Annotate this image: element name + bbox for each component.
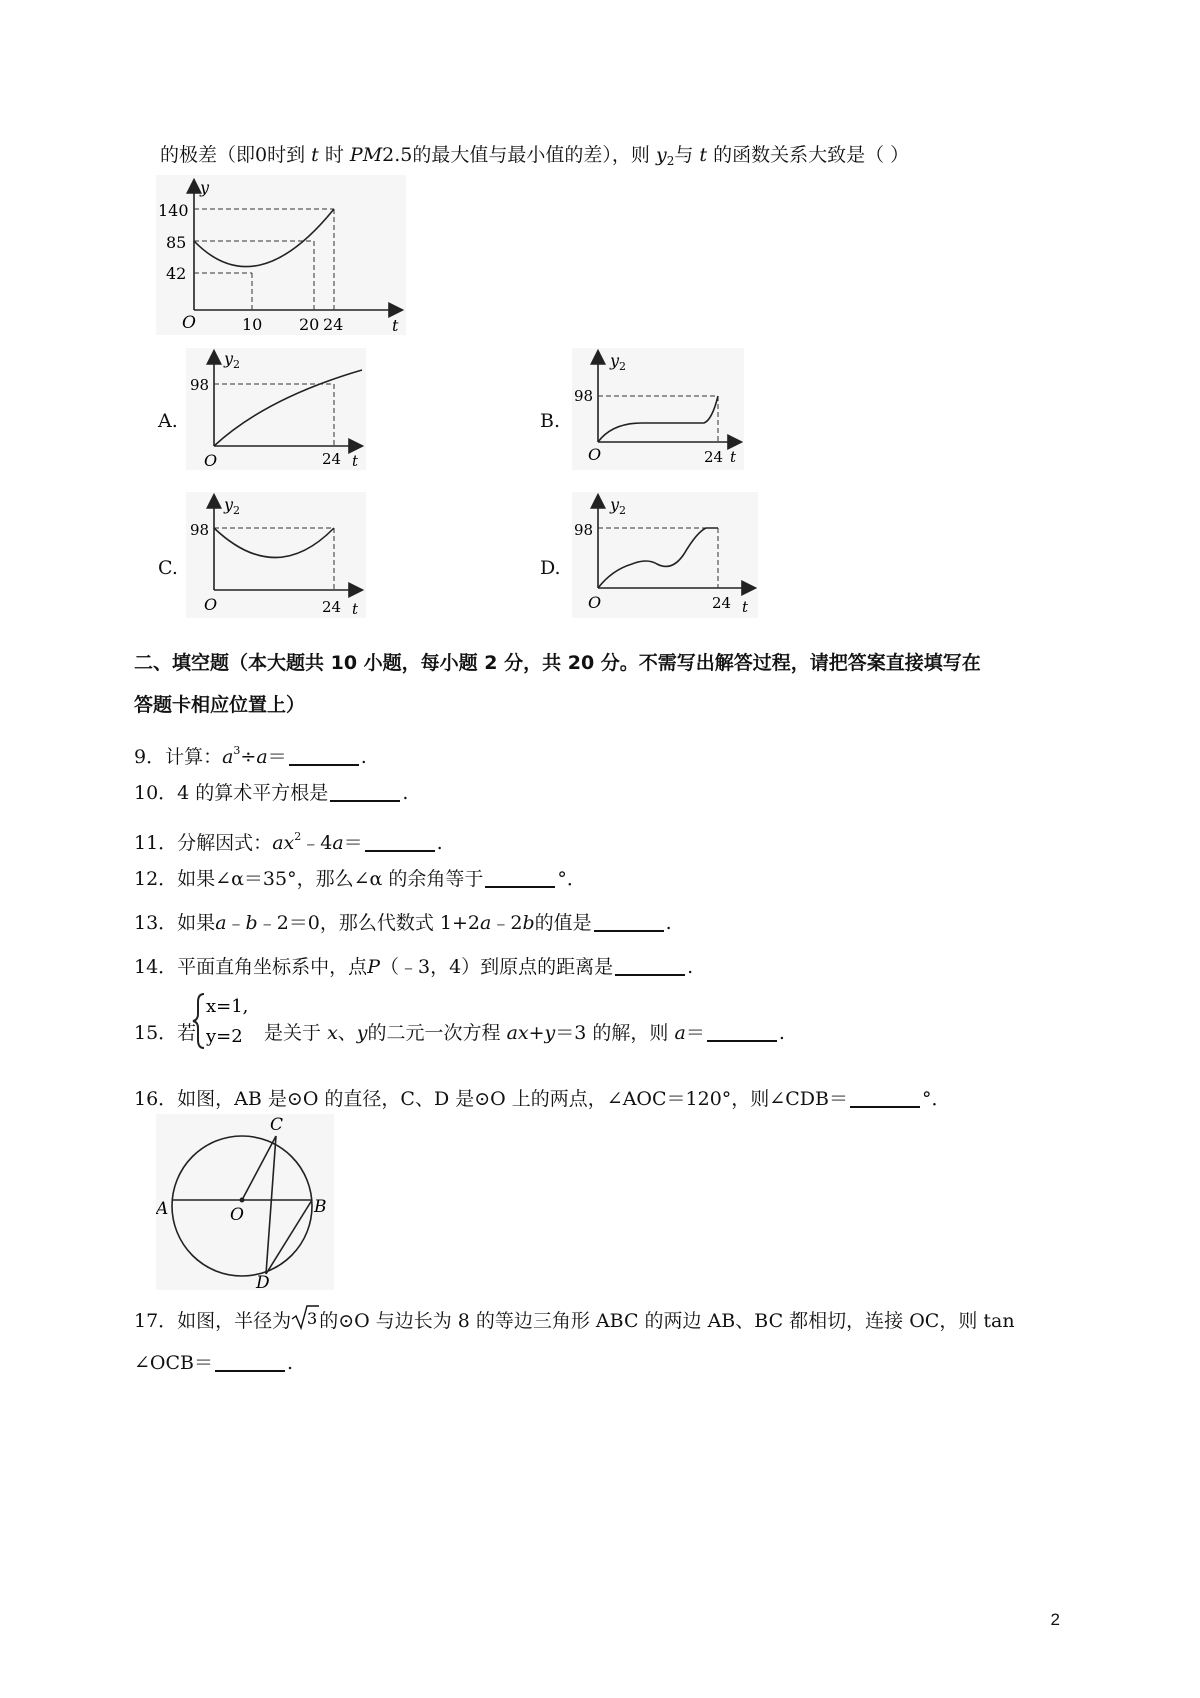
option-curve	[214, 528, 334, 558]
q8-text: 2.5	[382, 144, 413, 166]
y-axis-label: y	[224, 349, 234, 368]
origin-label: O	[588, 593, 602, 612]
origin-label: O	[588, 445, 602, 464]
q15-var: x	[327, 1022, 338, 1044]
option-c-graph	[186, 492, 366, 618]
page-number: 2	[1050, 1610, 1060, 1629]
segment-cd	[266, 1136, 276, 1274]
option-curve	[214, 370, 362, 446]
q14-text: （﹣3，4）到原点的距离是	[379, 956, 614, 978]
option-a-svg	[186, 348, 366, 470]
q8-text: 的函数关系大致是（ ）	[713, 144, 910, 166]
q8-text: 的极差（即	[160, 144, 256, 166]
x-axis-label: t	[730, 448, 737, 466]
q8-tail-line	[160, 142, 909, 174]
q13-var: a	[215, 912, 227, 934]
point-b-label: B	[314, 1197, 327, 1217]
option-curve	[598, 396, 718, 442]
circle-figure-svg	[156, 1114, 334, 1290]
point-o-label: O	[230, 1205, 244, 1225]
option-d-label: D.	[540, 557, 561, 579]
q9-var: a	[256, 746, 268, 768]
y-tick-label: 98	[190, 376, 210, 394]
x-tick-label: 24	[322, 450, 342, 468]
q13-var: b	[522, 912, 535, 934]
pm25-curve	[194, 209, 334, 267]
y-axis-sub: 2	[233, 504, 240, 517]
q13-text: ﹣2	[491, 912, 523, 934]
y-axis-label: y	[610, 351, 620, 370]
q12-text: 12．如果∠α＝35°，那么∠α 的余角等于	[134, 868, 484, 890]
q11-exp: 2	[294, 830, 302, 843]
section2-heading-line2: 答题卡相应位置上）	[134, 694, 306, 716]
q16-text: 16．如图，AB 是⊙O 的直径，C、D 是⊙O 上的两点，∠AOC＝120°，则∠CDB＝	[134, 1088, 848, 1110]
option-d-svg	[572, 492, 758, 618]
option-d-graph	[572, 492, 758, 618]
y-axis-label: y	[200, 178, 210, 197]
q14-var: P	[367, 956, 380, 978]
q8-var-y2: y	[655, 144, 667, 166]
q11-var: ax	[272, 832, 295, 854]
q9-text: 9．计算：	[134, 746, 223, 768]
option-c-label: C.	[158, 557, 178, 579]
origin-label: O	[182, 313, 196, 333]
q15-equation-system	[190, 990, 256, 1052]
q8-text: 时	[324, 144, 344, 166]
q8-var-t: t	[699, 144, 708, 166]
q15-text: 是关于	[264, 1022, 322, 1044]
sqrt-expression	[291, 1304, 319, 1331]
q11-var: a	[332, 832, 344, 854]
point-c-label: C	[270, 1115, 284, 1135]
y-axis-sub: 2	[233, 358, 240, 371]
q11-text: .	[436, 832, 443, 854]
y-axis-label: y	[610, 495, 620, 514]
option-c-svg	[186, 492, 366, 618]
q8-var-y2-sub: 2	[666, 154, 675, 168]
x-axis-label: t	[742, 598, 749, 616]
y-tick-label: 140	[158, 201, 189, 220]
x-tick-label: 24	[323, 315, 344, 334]
question-9	[134, 738, 367, 770]
question-12	[134, 866, 586, 892]
y-axis-sub: 2	[619, 360, 626, 373]
segment-oc	[242, 1136, 276, 1200]
sqrt-icon	[291, 1304, 319, 1330]
y-tick-label: 98	[190, 521, 210, 539]
question-11	[134, 824, 443, 856]
q17-text: .	[287, 1352, 294, 1374]
q15-text: 、	[337, 1022, 357, 1044]
x-tick-label: 24	[712, 594, 732, 612]
q9-text: ÷	[240, 746, 257, 768]
q9-exp: 3	[233, 744, 241, 757]
q11-text: 11．分解因式：	[134, 832, 273, 854]
q15-var: y	[356, 1022, 368, 1044]
y-tick-label: 98	[574, 387, 594, 405]
q15-brace-svg	[190, 990, 256, 1052]
x-tick-label: 20	[299, 315, 320, 334]
question-16	[134, 1086, 950, 1112]
option-b-svg	[572, 348, 744, 470]
question-17-line2	[134, 1350, 293, 1376]
q8-text: 时到	[267, 144, 306, 166]
q16-text: °．	[921, 1088, 951, 1110]
y-axis-label: y	[224, 495, 234, 514]
q13-var: a	[480, 912, 492, 934]
x-axis-label: t	[352, 452, 359, 470]
origin-label: O	[204, 595, 218, 614]
point-d-label: D	[256, 1273, 270, 1290]
q15-text: ＝	[685, 1022, 705, 1044]
q15-eq2: y=2	[206, 1026, 243, 1047]
answer-blank[interactable]	[615, 956, 685, 976]
y-tick-label: 42	[166, 264, 187, 283]
q8-text: 与	[674, 144, 694, 166]
q14-text: .	[687, 956, 694, 978]
question-10	[134, 780, 408, 806]
option-a-label: A.	[158, 410, 178, 432]
q9-text: .	[360, 746, 367, 768]
x-tick-label: 10	[242, 315, 263, 334]
q13-text: 13．如果	[134, 912, 216, 934]
x-tick-label: 24	[322, 598, 342, 616]
question-13	[134, 910, 672, 936]
main-graph-svg	[156, 175, 406, 335]
q17-text: 17．如图，半径为	[134, 1310, 292, 1332]
y-tick-label: 98	[574, 521, 594, 539]
question-15	[264, 1020, 785, 1046]
answer-blank[interactable]	[594, 912, 664, 932]
section2-heading-line1: 二、填空题（本大题共 10 小题，每小题 2 分，共 20 分。不需写出解答过程，请把答案直接填写在	[134, 652, 981, 674]
answer-blank[interactable]	[365, 832, 435, 852]
y-tick-label: 85	[166, 233, 187, 252]
q14-text: 14．平面直角坐标系中，点	[134, 956, 368, 978]
q12-text: °．	[557, 868, 586, 890]
q13-text: 的值是	[534, 912, 592, 934]
point-a-label: A	[156, 1199, 169, 1219]
y-axis-sub: 2	[619, 504, 626, 517]
q17-text: ∠OCB＝	[134, 1352, 213, 1374]
question-17-line1	[134, 1304, 1015, 1334]
q13-text: .	[665, 912, 672, 934]
option-b-graph	[572, 348, 744, 470]
circle-figure	[156, 1114, 334, 1290]
answer-blank[interactable]	[215, 1352, 285, 1372]
q8-text: 的最大值与最小值的差），则	[412, 144, 650, 166]
q15-text: 的二元一次方程	[367, 1022, 501, 1044]
question-15-prefix	[134, 1020, 196, 1046]
answer-blank[interactable]	[485, 868, 555, 888]
q15-var: a	[674, 1022, 686, 1044]
x-axis-label: t	[392, 316, 399, 335]
answer-blank[interactable]	[289, 746, 359, 766]
answer-blank[interactable]	[707, 1022, 777, 1042]
answer-blank[interactable]	[330, 782, 400, 802]
q11-text: ﹣4	[301, 832, 333, 854]
main-graph	[156, 175, 406, 335]
q8-text: 0	[255, 144, 268, 166]
x-axis-label: t	[352, 600, 359, 618]
q13-var: b	[245, 912, 258, 934]
q15-text: 15．若	[134, 1022, 197, 1044]
q10-text: 10．4 的算术平方根是	[134, 782, 329, 804]
q10-text: .	[402, 782, 409, 804]
option-b-label: B.	[540, 410, 561, 432]
q8-pm: PM	[349, 144, 383, 166]
brace-shape	[193, 994, 204, 1048]
sqrt-radicand: 3	[307, 1309, 318, 1328]
q15-text: .	[778, 1022, 785, 1044]
q13-text: ﹣	[226, 912, 246, 934]
question-14	[134, 954, 693, 980]
option-a-graph	[186, 348, 366, 470]
q15-var: ax+y	[506, 1022, 556, 1044]
q8-var-t: t	[311, 144, 319, 166]
q17-text: 的⊙O 与边长为 8 的等边三角形 ABC 的两边 AB、BC 都相切，连接 OC，则 tan	[319, 1310, 1015, 1332]
x-tick-label: 24	[704, 448, 724, 466]
q15-eq1: x=1,	[206, 996, 249, 1017]
center-point	[240, 1198, 245, 1203]
q9-text: ＝	[267, 746, 287, 768]
q9-var: a	[222, 746, 234, 768]
origin-label: O	[204, 451, 218, 470]
q11-text: ＝	[343, 832, 363, 854]
q15-text: ＝3 的解，则	[555, 1022, 669, 1044]
q13-text: ﹣2＝0，那么代数式 1+2	[257, 912, 481, 934]
option-curve	[598, 528, 718, 588]
answer-blank[interactable]	[850, 1088, 920, 1108]
